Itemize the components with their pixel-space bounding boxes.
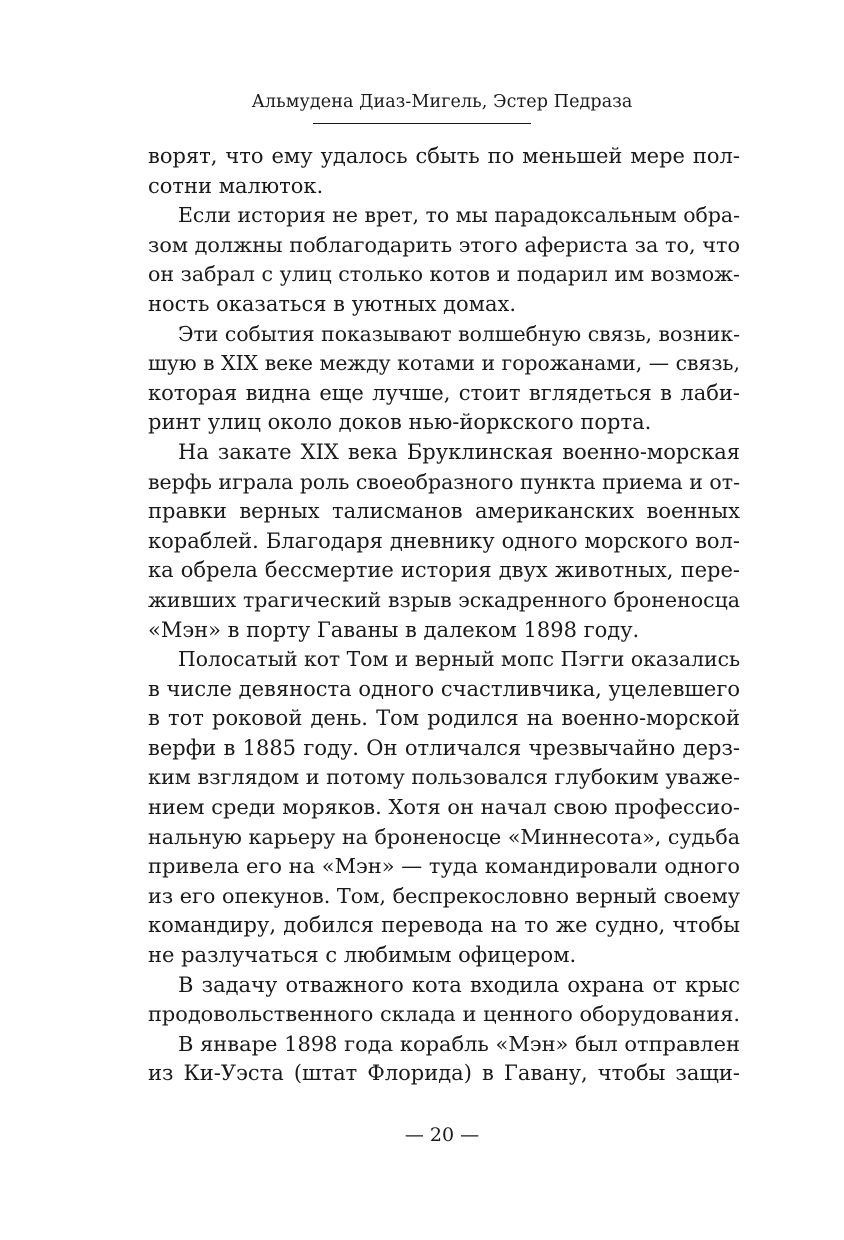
page-number: — 20 — [404, 1124, 480, 1146]
running-head: Альмудена Диаз-Мигель, Эстер Педраза [251, 92, 633, 112]
text-line: ринт улиц около доков нью-йоркского порта. [148, 410, 652, 435]
paragraph-first-line: Эти события показывают волшебную связь, возник- [178, 321, 740, 346]
text-line: верфь играла роль своеобразного пункта приема и от- [148, 469, 740, 494]
text-line: ким взглядом и потому пользовался глубоким уваже- [148, 765, 740, 790]
text-line: в числе девяноста одного счастливчика, уцелевшего [148, 676, 740, 701]
paragraph-first-line: В январе 1898 года корабль «Мэн» был отправлен [178, 1031, 740, 1056]
text-line: «Мэн» в порту Гаваны в далеком 1898 году. [148, 617, 640, 642]
text-line: ка обрела бессмертие история двух животных, пере- [148, 558, 740, 583]
text-line: которая видна еще лучше, стоит вглядеться в лаби- [148, 380, 740, 405]
text-line: не разлучаться с любимым офицером. [148, 943, 577, 968]
text-line: нальную карьеру на броненосце «Миннесота», судьба [148, 824, 740, 849]
header-rule [313, 123, 531, 124]
text-line: командиру, добился перевода на то же судно, чтобы [148, 913, 740, 938]
text-line: из Ки-Уэста (штат Флорида) в Гавану, чтобы защи- [148, 1061, 740, 1086]
text-line: кораблей. Благодаря дневнику одного морского вол- [148, 528, 740, 553]
paragraph-first-line: На закате XIX века Бруклинская военно-морская [178, 439, 740, 464]
text-line: привела его на «Мэн» — туда командировали одного [148, 854, 740, 879]
text-line: продовольственного склада и ценного оборудования. [148, 1002, 740, 1027]
text-line: из его опекунов. Том, беспрекословно верный своему [148, 883, 740, 908]
body-text [148, 142, 740, 1089]
text-line: в тот роковой день. Том родился на военно-морской [148, 706, 740, 731]
text-line: сотни малюток. [148, 173, 324, 198]
text-line: зом должны поблагодарить этого афериста за то, что [148, 232, 740, 257]
paragraph-first-line: Если история не врет, то мы парадоксальным обра- [178, 203, 740, 228]
text-line: нием среди моряков. Хотя он начал свою профессио- [148, 795, 740, 820]
text-line: он забрал с улиц столько котов и подарил им возмож- [148, 262, 740, 287]
text-line: ность оказаться в уютных домах. [148, 291, 517, 316]
paragraph-first-line: Полосатый кот Том и верный мопс Пэгги оказались [178, 647, 740, 672]
text-line: ворят, что ему удалось сбыть по меньшей мере пол- [148, 144, 740, 168]
text-line: правки верных талисманов американских военных [148, 499, 740, 524]
paragraph-first-line: В задачу отважного кота входила охрана от крыс [178, 972, 740, 997]
text-line: верфи в 1885 году. Он отличался чрезвычайно дерз- [148, 735, 740, 760]
text-line: шую в XIX веке между котами и горожанами, — связь, [148, 351, 740, 376]
text-line: живших трагический взрыв эскадренного броненосца [148, 587, 740, 612]
